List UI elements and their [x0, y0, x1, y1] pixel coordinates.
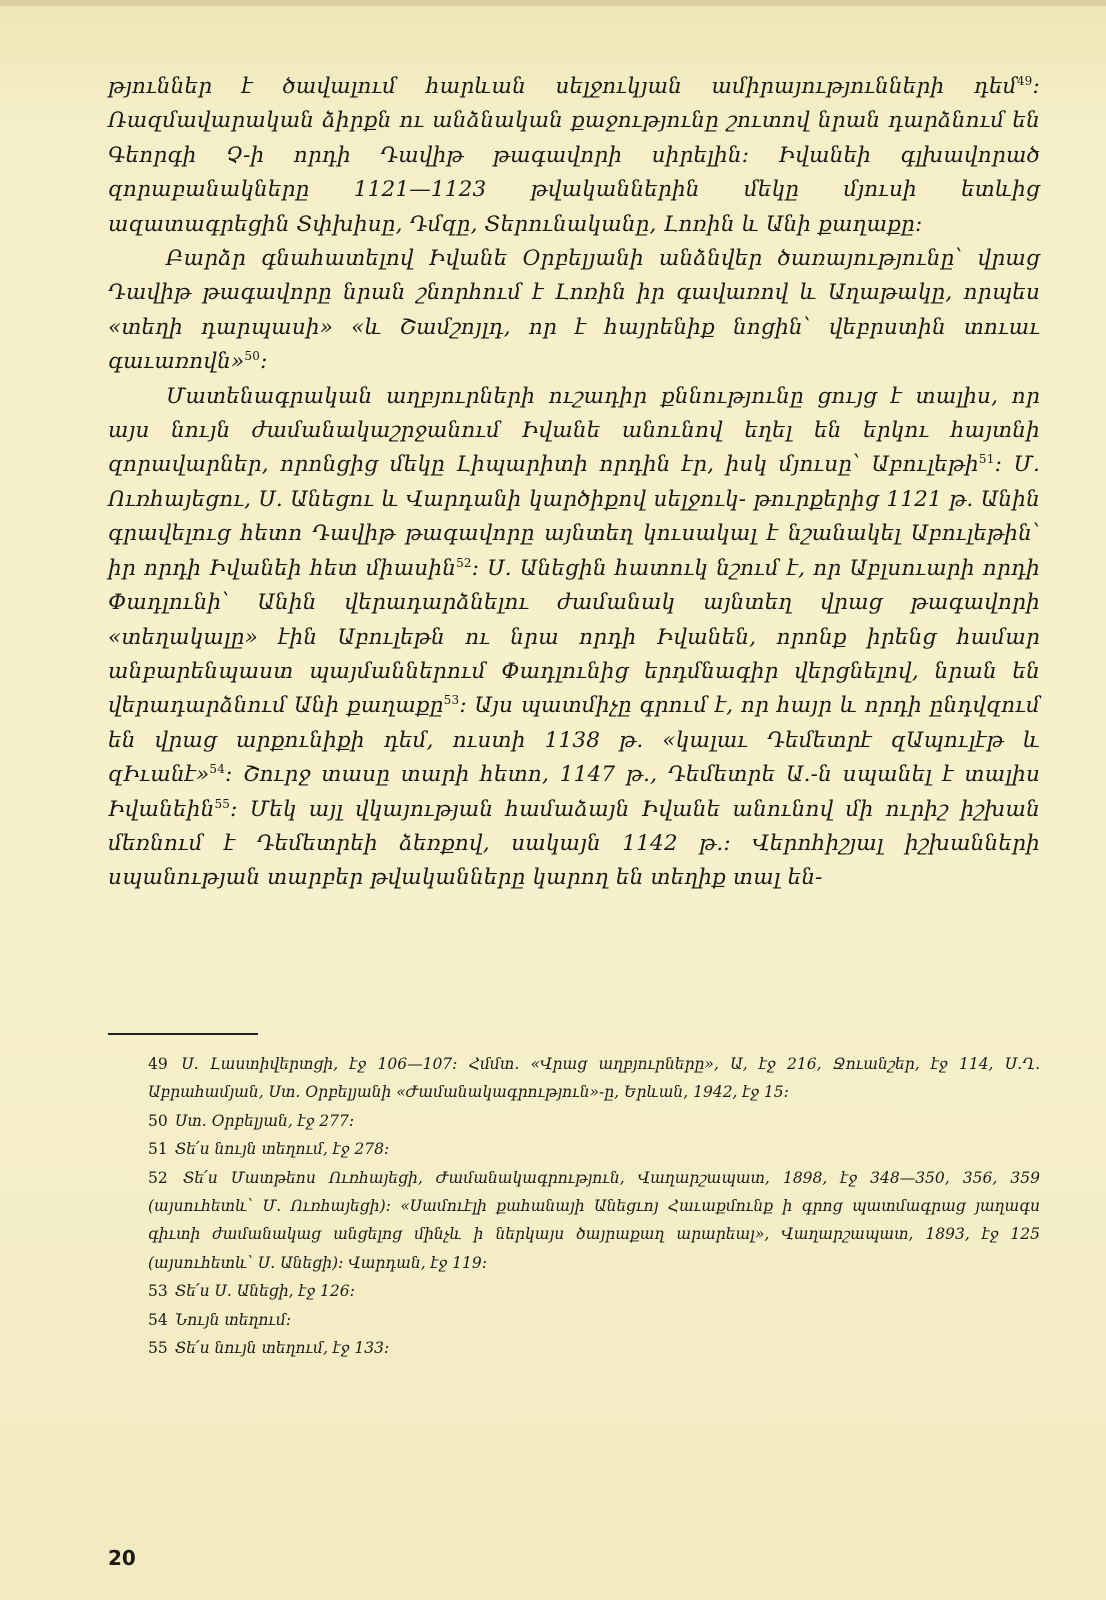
footnote-text: Ստ. Օրբելյան, էջ 277։	[174, 1111, 355, 1130]
footnote-55	[108, 1334, 1040, 1362]
footnote-number: 50	[148, 1111, 168, 1130]
page-top-edge	[0, 0, 1106, 6]
footnote-text: Ս. Լաստիվերտցի, էջ 106—107։ Հմմտ. «Վրաց աղբյուրները», Ա, էջ 216, Ջուանշեր, էջ 114, Ս.Ղ. Աբրահամյան, Ստ. Օրբելյանի «Ժամանակագրություն»-ը, Երևան, 1942, էջ 15։	[148, 1055, 1040, 1102]
footnote-divider	[108, 1033, 258, 1035]
page-number: 20	[108, 1546, 136, 1570]
footnote-54	[108, 1306, 1040, 1334]
text-run: ։ Շուրջ տասը տարի հետո, 1147 թ., Դեմետրե Ա.-ն սպանել է տալիս Իվանեին	[108, 762, 1040, 822]
footnote-53	[108, 1277, 1040, 1305]
footnote-52	[108, 1164, 1040, 1278]
footnote-number: 49	[148, 1055, 168, 1073]
text-run: ։	[260, 349, 268, 375]
footnote-ref[interactable]: 51	[978, 452, 995, 467]
footnote-ref[interactable]: 53	[443, 693, 460, 708]
paragraph-3	[108, 380, 1040, 896]
paragraph-2	[108, 242, 1040, 380]
footnote-ref[interactable]: 54	[209, 761, 226, 776]
text-run: ։ Ռազմավարական ձիրքն ու անձնական քաջությունը շուտով նրան դարձնում են Գեորգի Չ-ի որդի Դավիթ թագավորի սիրելին։ Իվանեի գլխավորած զորաբանակները 1121—1123 թվականներին մեկը մյուսի ետևից ազատագրեցին Տփխիսը, Դմզը, Տերունականը, Լոռին և Անի քաղաքը։	[108, 74, 1040, 237]
text-run: ։ Մ. Ուռհայեցու, Ս. Անեցու և Վարդանի կարծիքով սելջուկ- թուրքերից 1121 թ. Անին գրավելուց հետո Դավիթ թագավորը այնտեղ կուսակալ է նշանակել Աբուլեթին՝ իր որդի Իվանեի հետ միասին	[108, 452, 1040, 581]
text-run: ։ Մեկ այլ վկայության համաձայն Իվանե անունով մի ուրիշ իշխան մեռնում է Դեմետրեի ձեռքով, սակայն 1142 թ.։ Վերոհիշյալ իշխանների սպանության տարբեր թվականները կարող են տեղիք տալ են-	[108, 796, 1040, 891]
footnote-text: Տե՛ս Մատթեոս Ուռհայեցի, Ժամանակագրություն, Վաղարշապատ, 1898, էջ 348—350, 356, 359 (այսուհետև՝ Մ. Ուռհայեցի)։ «Սամուէլի քահանայի Անեցւոյ Հաւաքմունք ի գրոց պատմագրաց յաղագս գիւտի ժամանակաց անցելոց մինչև ի ներկայս ծայրաքաղ արարեալ», Վաղարշապատ, 1893, էջ 125 (այսուհետև՝ Ս. Անեցի)։ Վարդան, էջ 119։	[148, 1168, 1040, 1272]
footnote-text: Տե՛ս նույն տեղում, էջ 133։	[174, 1339, 390, 1358]
paragraph-1	[108, 70, 1040, 242]
footnote-ref[interactable]: 55	[214, 796, 231, 811]
text-run: Մատենագրական աղբյուրների ուշադիր քննությունը ցույց է տալիս, որ այս նույն ժամանակաշրջանում Իվանե անունով եղել են երկու հայտնի զորավարներ, որոնցից մեկը Լիպարիտի որդին էր, իսկ մյուսը՝ Աբուլեթի	[108, 383, 1040, 478]
footnote-text: Տե՛ս նույն տեղում, էջ 278։	[174, 1140, 390, 1159]
footnote-ref[interactable]: 52	[456, 555, 472, 570]
footnote-number: 52	[148, 1168, 168, 1187]
text-run: Բարձր գնահատելով Իվանե Օրբելյանի անձնվեր ծառայությունը՝ վրաց Դավիթ թագավորը նրան շնորհում է Լոռին իր գավառով և Աղաթակը, որպես «տեղի դարպասի» «և Շամշոյլդ, որ է հայրենիք նոցին՝ վեբրստին տուաւ գաւառովն»	[108, 246, 1040, 375]
footnote-text: Նույն տեղում։	[174, 1310, 292, 1329]
footnote-ref[interactable]: 50	[244, 349, 261, 364]
text-run: թյուններ է ծավալում հարևան սելջուկյան ամիրայությունների դեմ	[108, 74, 1017, 99]
footnote-ref[interactable]: 49	[1016, 73, 1033, 88]
text-run: ։ Այս պատմիչը գրում է, որ հայր և որդի ընդվզում են վրաց արքունիքի դեմ, ուստի 1138 թ. «կալաւ Դեմետրէ զԱպուլէթ և զԻւանէ»	[108, 693, 1040, 788]
footnote-51	[108, 1135, 1040, 1163]
footnote-50	[108, 1107, 1040, 1135]
footnote-text: Տե՛ս Ս. Անեցի, էջ 126։	[174, 1282, 355, 1301]
footnote-49	[108, 1050, 1040, 1107]
footnote-number: 51	[148, 1140, 168, 1159]
footnote-number: 53	[148, 1282, 168, 1301]
footnotes	[108, 1050, 1040, 1362]
footnote-number: 54	[148, 1310, 168, 1329]
footnote-number: 55	[148, 1339, 168, 1358]
main-text	[108, 70, 1040, 896]
text-run: ։ Ս. Անեցին հատուկ նշում է, որ Աբլսուարի որդի Փադլունի՝ Անին վերադարձնելու ժամանակ այնտեղ վրաց թագավորի «տեղակալը» էին Աբուլեթն ու նրա որդի Իվանեն, որոնք իրենց համար անբարենպաստ պայմաններում Փադլունից երդմնագիր վերցնելով, նրան են վերադարձնում Անի քաղաքը	[108, 555, 1040, 719]
